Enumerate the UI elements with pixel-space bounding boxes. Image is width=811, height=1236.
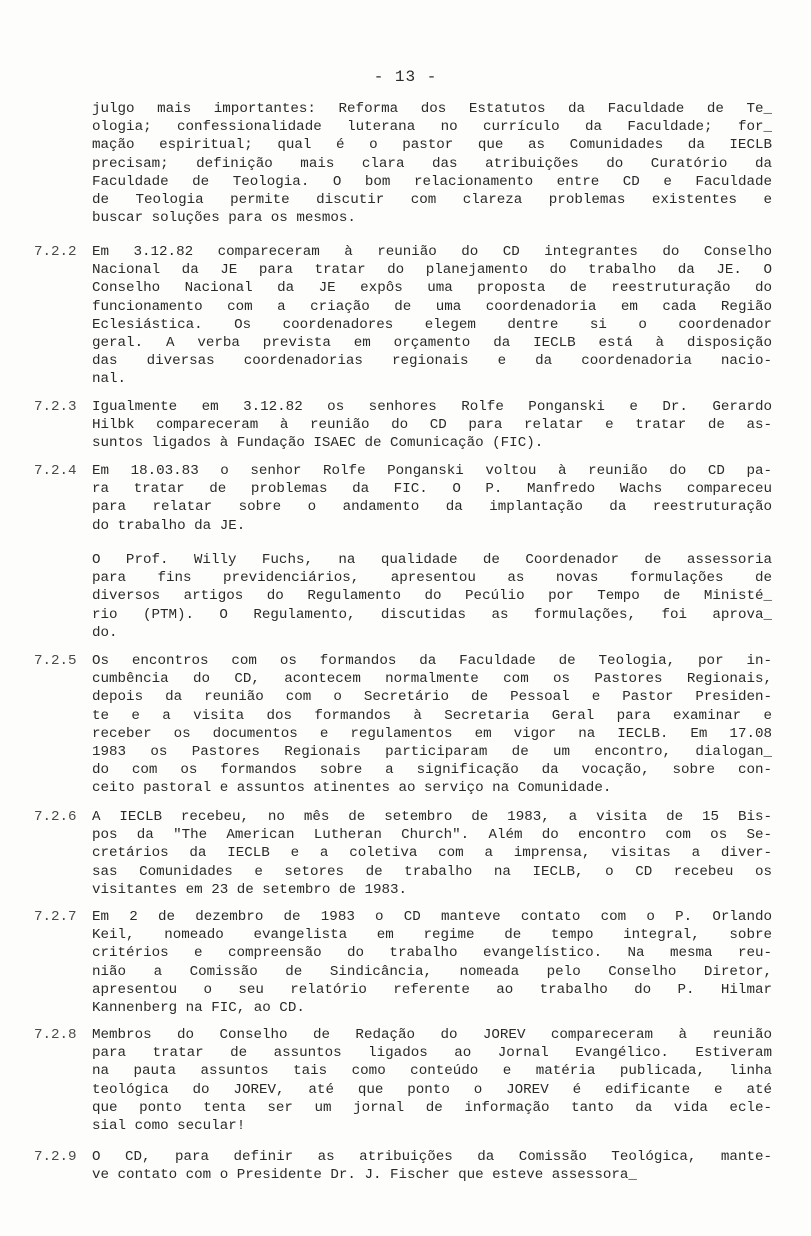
paragraph-line: precisam; definição mais clara das atribuições do Curatório da — [92, 155, 772, 172]
paragraph-line: Keil, nomeado evangelista em regime de tempo integral, sobre — [92, 927, 772, 944]
paragraph-line: Nacional da JE para tratar do planejamento do trabalho da JE. O — [92, 262, 772, 279]
paragraph-line: sial como secular! — [92, 1118, 246, 1135]
paragraph-line: teológica do JOREV, até que ponto o JOREV é edificante e até — [92, 1081, 772, 1098]
paragraph-line: para relatar sobre o andamento da implantação da reestruturação — [92, 499, 772, 516]
paragraph-line: do trabalho da JE. — [92, 517, 246, 534]
section-number: 7.2.8 — [34, 1027, 77, 1043]
paragraph-line: julgo mais importantes: Reforma dos Estatutos da Faculdade de Te_ — [92, 101, 772, 117]
paragraph — [92, 100, 772, 227]
section-number: 7.2.2 — [34, 244, 77, 260]
paragraph — [92, 908, 772, 1017]
paragraph-line: Igualmente em 3.12.82 os senhores Rolfe Ponganski e Dr. Gerardo — [92, 399, 772, 415]
paragraph-line: O CD, para definir as atribuições da Comissão Teológica, mante- — [92, 1149, 772, 1165]
paragraph-line: funcionamento com a criação de uma coordenadoria em cada Região — [92, 298, 772, 315]
paragraph-line: rio (PTM). O Regulamento, discutidas as formulações, foi aprova_ — [92, 606, 772, 623]
paragraph-line: para tratar de assuntos ligados ao Jornal Evangélico. Estiveram — [92, 1045, 772, 1062]
paragraph-line: O Prof. Willy Fuchs, na qualidade de Coordenador de assessoria — [92, 552, 772, 568]
paragraph-line: ologia; confessionalidade luterana no currículo da Faculdade; for_ — [92, 119, 772, 136]
paragraph-line: buscar soluções para os mesmos. — [92, 210, 356, 227]
paragraph-line: te e a visita dos formandos à Secretaria Geral para examinar e — [92, 707, 772, 724]
paragraph-line: cumbência do CD, acontecem normalmente com os Pastores Regionais, — [92, 671, 772, 688]
paragraph-line: apresentou o seu relatório referente ao trabalho do P. Hilmar — [92, 981, 772, 998]
paragraph — [92, 1026, 772, 1135]
paragraph-line: das diversas coordenadorias regionais e da coordenadoria nacio- — [92, 353, 772, 370]
paragraph-line: visitantes em 23 de setembro de 1983. — [92, 881, 408, 898]
section-number: 7.2.6 — [34, 809, 77, 825]
paragraph-line: suntos ligados à Fundação ISAEC de Comunicação (FIC). — [92, 435, 544, 452]
paragraph-line: do com os formandos sobre a significação da vocação, sobre con- — [92, 762, 772, 779]
paragraph-line: 1983 os Pastores Regionais participaram de um encontro, dialogan_ — [92, 744, 772, 761]
paragraph-line: nal. — [92, 371, 127, 388]
page-number: - 13 - — [373, 68, 438, 86]
paragraph-line: Kannenberg na FIC, ao CD. — [92, 1000, 305, 1017]
paragraph-line: Faculdade de Teologia. O bom relacionamento entre CD e Faculdade — [92, 173, 772, 190]
paragraph-line: critérios e compreensão do trabalho evangelístico. Na mesma reu- — [92, 945, 772, 962]
paragraph-line: geral. A verba prevista em orçamento da IECLB está à disposição — [92, 335, 772, 352]
paragraph — [92, 243, 772, 389]
paragraph-line: cretários da IECLB e a coletiva com a imprensa, visitas a diver- — [92, 845, 772, 862]
paragraph-line: Os encontros com os formandos da Faculdade de Teologia, por in- — [92, 653, 772, 669]
paragraph-line: ceito pastoral e assuntos atinentes ao serviço na Comunidade. — [92, 780, 612, 797]
paragraph-line: Em 2 de dezembro de 1983 o CD manteve contato com o P. Orlando — [92, 909, 772, 925]
paragraph — [92, 808, 772, 899]
paragraph-line: nião a Comissão de Sindicância, nomeada pelo Conselho Diretor, — [92, 963, 772, 980]
paragraph-line: A IECLB recebeu, no mês de setembro de 1983, a visita de 15 Bis- — [92, 809, 772, 825]
paragraph-line: Conselho Nacional da JE expôs uma proposta de reestruturação do — [92, 280, 772, 297]
section-number: 7.2.3 — [34, 399, 77, 415]
paragraph-line: depois da reunião com o Secretário de Pessoal e Pastor Presiden- — [92, 689, 772, 706]
paragraph-line: mação espiritual; qual é o pastor que as Comunidades da IECLB — [92, 137, 772, 154]
paragraph-line: para fins previdenciários, apresentou as novas formulações de — [92, 570, 772, 587]
paragraph-line: que ponto tenta ser um jornal de informação tanto da vida ecle- — [92, 1099, 772, 1116]
paragraph-line: pos da "The American Lutheran Church". Além do encontro com os Se- — [92, 827, 772, 844]
paragraph — [92, 652, 772, 798]
paragraph-line: Hilbk compareceram à reunião do CD para relatar e tratar de as- — [92, 417, 772, 434]
paragraph-line: ra tratar de problemas da FIC. O P. Manfredo Wachs compareceu — [92, 481, 772, 498]
paragraph-line: Membros do Conselho de Redação do JOREV compareceram à reunião — [92, 1027, 772, 1043]
paragraph-line: Em 3.12.82 compareceram à reunião do CD integrantes do Conselho — [92, 244, 772, 260]
paragraph — [92, 398, 772, 453]
section-number: 7.2.9 — [34, 1149, 77, 1165]
paragraph-line: Eclesiástica. Os coordenadores elegem dentre si o coordenador — [92, 316, 772, 333]
paragraph — [92, 462, 772, 535]
paragraph — [92, 551, 772, 642]
section-number: 7.2.7 — [34, 909, 77, 925]
paragraph-line: ve contato com o Presidente Dr. J. Fischer que esteve assessora_ — [92, 1167, 637, 1184]
paragraph-line: Em 18.03.83 o senhor Rolfe Ponganski voltou à reunião do CD pa- — [92, 463, 772, 479]
paragraph-line: diversos artigos do Regulamento do Pecúlio por Tempo de Ministé_ — [92, 588, 772, 605]
paragraph-line: de Teologia permite discutir com clareza problemas existentes e — [92, 192, 772, 209]
section-number: 7.2.5 — [34, 653, 77, 669]
section-number: 7.2.4 — [34, 463, 77, 479]
paragraph-line: do. — [92, 624, 118, 641]
paragraph-line: na pauta assuntos tais como conteúdo e matéria publicada, linha — [92, 1063, 772, 1080]
paragraph — [92, 1148, 772, 1184]
paragraph-line: sas Comunidades e setores de trabalho na IECLB, o CD recebeu os — [92, 863, 772, 880]
paragraph-line: receber os documentos e regulamentos em vigor na IECLB. Em 17.08 — [92, 725, 772, 742]
